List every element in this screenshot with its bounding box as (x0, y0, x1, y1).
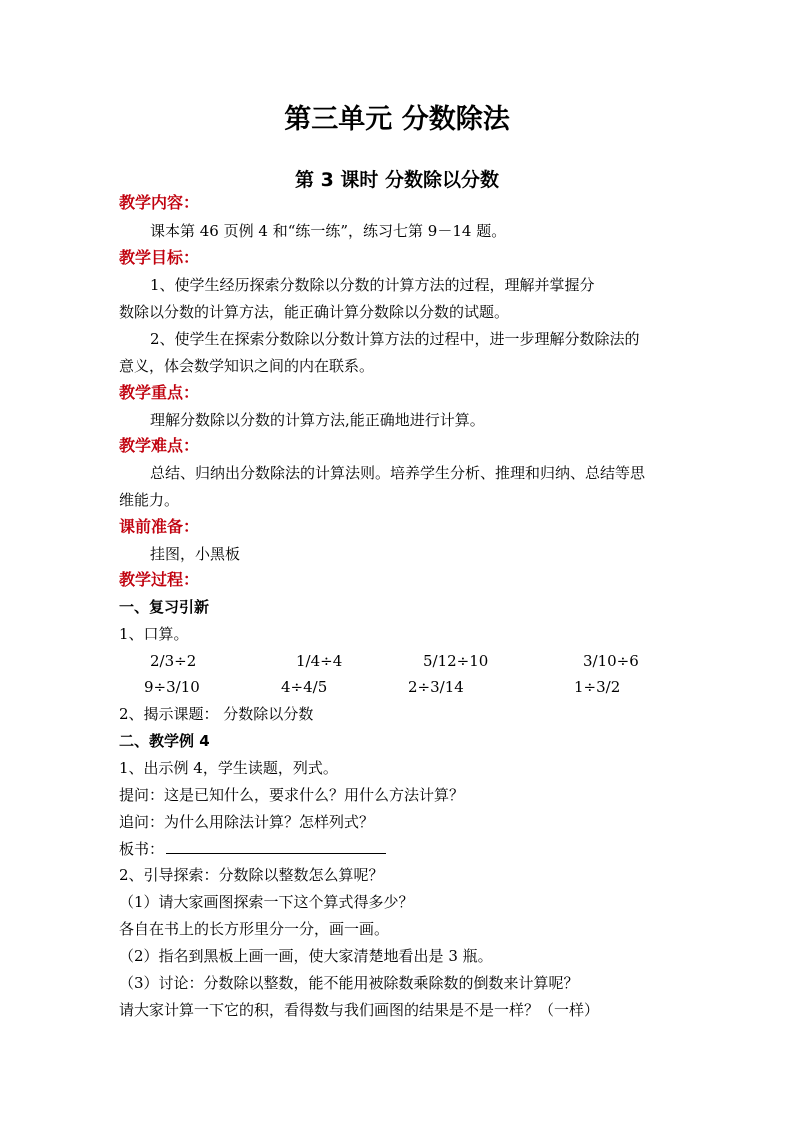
review-item-1: 1、口算。 (119, 625, 189, 643)
difficulties-line2: 维能力。 (119, 491, 180, 509)
section-review: 一、复习引新 (119, 598, 210, 616)
oral-calc: 1÷3/2 (574, 678, 621, 696)
heading-key-points: 教学重点： (119, 383, 200, 402)
board-writing-row (119, 838, 386, 860)
oral-calc: 3/10÷6 (583, 652, 639, 670)
preparation-text: 挂图，小黑板 (150, 545, 241, 563)
heading-content: 教学内容： (119, 193, 200, 212)
review-item-2: 2、揭示课题： 分数除以分数 (119, 705, 314, 723)
board-writing-blank (166, 839, 386, 854)
section-example: 二、教学例 4 (119, 732, 210, 750)
example-line: 提问：这是已知什么，要求什么？用什么方法计算？ (119, 786, 465, 804)
example-line: 2、引导探索：分数除以整数怎么算呢？ (119, 866, 384, 884)
example-line: 1、出示例 4，学生读题，列式。 (119, 759, 338, 777)
key-points-text: 理解分数除以分数的计算方法,能正确地进行计算。 (150, 411, 485, 429)
oral-calc: 1/4÷4 (296, 652, 343, 670)
oral-calc: 2/3÷2 (150, 652, 197, 670)
example-line: （2）指名到黑板上画一画，使大家清楚地看出是 3 瓶。 (119, 947, 493, 965)
heading-difficulties: 教学难点： (119, 436, 200, 455)
board-writing-label: 板书： (119, 840, 165, 858)
objective-2-line1: 2、使学生在探索分数除以分数计算方法的过程中，进一步理解分数除法的 (150, 330, 640, 348)
objective-2-line2: 意义，体会数学知识之间的内在联系。 (119, 357, 375, 375)
heading-process: 教学过程： (119, 570, 200, 589)
lesson-title: 第 3 课时 分数除以分数 (294, 169, 500, 191)
heading-objectives: 教学目标： (119, 248, 200, 267)
example-line: 追问：为什么用除法计算？怎样列式？ (119, 813, 375, 831)
oral-calc: 5/12÷10 (423, 652, 489, 670)
objective-1-line2: 数除以分数的计算方法，能正确计算分数除以分数的试题。 (119, 303, 510, 321)
objective-1-line1: 1、使学生经历探索分数除以分数的计算方法的过程，理解并掌握分 (150, 276, 595, 294)
example-line: 各自在书上的长方形里分一分，画一画。 (119, 920, 390, 938)
content-text: 课本第 46 页例 4 和“练一练”，练习七第 9－14 题。 (150, 222, 507, 240)
difficulties-line1: 总结、归纳出分数除法的计算法则。培养学生分析、推理和归纳、总结等思 (150, 464, 646, 482)
heading-preparation: 课前准备： (119, 517, 200, 536)
example-line: 请大家计算一下它的积，看得数与我们画图的结果是不是一样？（一样） (119, 1001, 600, 1019)
example-line: （3）讨论：分数除以整数，能不能用被除数乘除数的倒数来计算呢？ (119, 974, 579, 992)
unit-title: 第三单元 分数除法 (284, 104, 510, 135)
example-line: （1）请大家画图探索一下这个算式得多少？ (119, 893, 414, 911)
oral-calc: 2÷3/14 (408, 678, 464, 696)
oral-calc: 9÷3/10 (144, 678, 200, 696)
oral-calc: 4÷4/5 (281, 678, 328, 696)
